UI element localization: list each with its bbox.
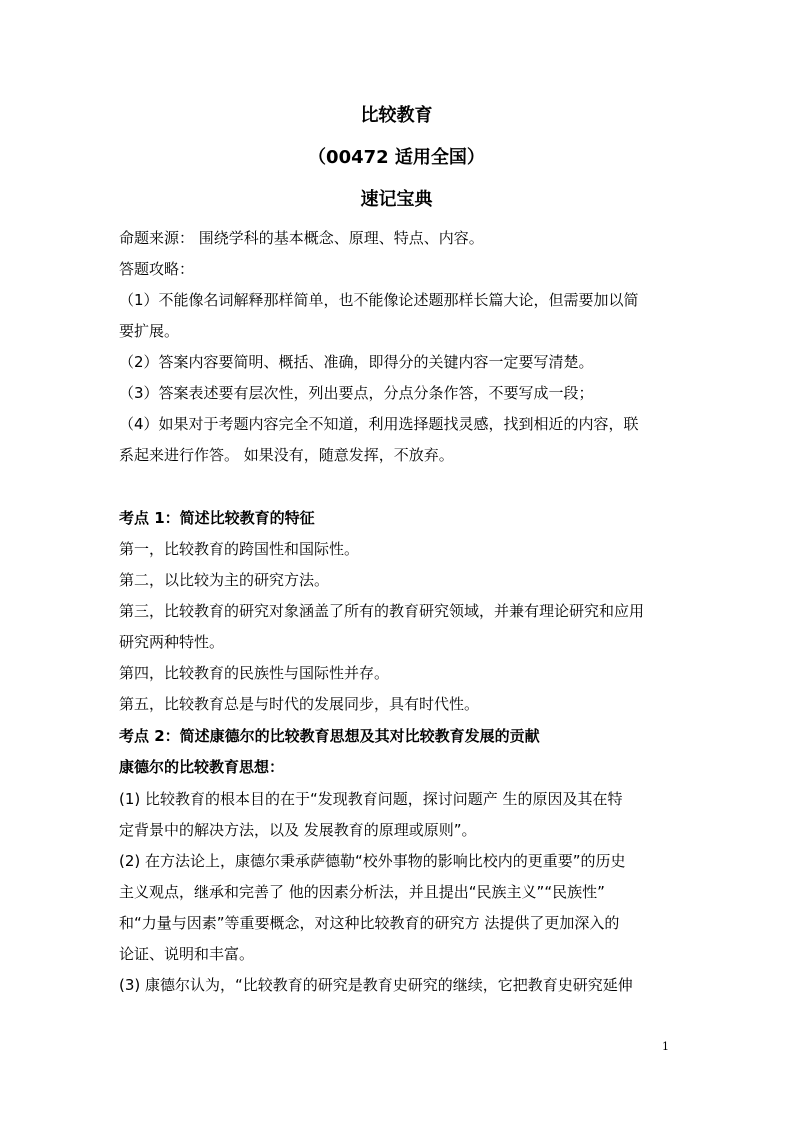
section-1-line: 第二，以比较为主的研究方法。 (119, 571, 330, 589)
section-1-line: 研究两种特性。 (119, 633, 225, 651)
section-2-line: 定背景中的解决方法，以及 发展教育的原理或原则”。 (119, 821, 477, 839)
section-2-line: 论证、说明和丰富。 (119, 945, 255, 963)
document-subtitle: （00472 适用全国） (308, 147, 485, 168)
intro-tip-line: 要扩展。 (119, 322, 180, 340)
document-title: 比较教育 (360, 105, 433, 126)
section-2-subheading: 康德尔的比较教育思想： (119, 758, 285, 776)
document-subtitle-2: 速记宝典 (360, 189, 433, 210)
section-1-line: 第三，比较教育的研究对象涵盖了所有的教育研究领域，并兼有理论研究和应用 (119, 602, 645, 620)
intro-tip-line: 系起来进行作答。 如果没有，随意发挥，不放弃。 (119, 446, 454, 464)
section-2-heading: 考点 2：简述康德尔的比较教育思想及其对比较教育发展的贡献 (119, 727, 540, 745)
section-2-line: (1) 比较教育的根本目的在于“发现教育问题，探讨问题产 生的原因及其在特 (119, 790, 623, 808)
intro-strategy-label: 答题攻略： (119, 260, 195, 278)
intro-source: 命题来源： 围绕学科的基本概念、原理、特点、内容。 (119, 229, 484, 247)
section-2-line: (2) 在方法论上，康德尔秉承萨德勒“校外事物的影响比校内的更重要”的历史 (119, 852, 626, 870)
page-number: 1 (662, 1040, 669, 1053)
section-2-line: 主义观点，继承和完善了 他的因素分析法，并且提出“民族主义”“民族性” (119, 883, 605, 901)
section-1-line: 第一，比较教育的跨国性和国际性。 (119, 540, 360, 558)
section-2-line: (3) 康德尔认为，“比较教育的研究是教育史研究的继续，它把教育史研究延伸 (119, 976, 633, 994)
intro-tip-line: （4）如果对于考题内容完全不知道，利用选择题找灵感，找到相近的内容，联 (119, 415, 639, 433)
section-2-line: 和“力量与因素”等重要概念，对这种比较教育的研究方 法提供了更加深入的 (119, 914, 620, 932)
intro-tip-line: （1）不能像名词解释那样简单，也不能像论述题那样长篇大论，但需要加以简 (119, 291, 639, 309)
section-1-heading: 考点 1：简述比较教育的特征 (119, 509, 315, 527)
section-1-line: 第四，比较教育的民族性与国际性并存。 (119, 664, 390, 682)
intro-tip-line: （3）答案表述要有层次性，列出要点，分点分条作答，不要写成一段； (119, 384, 594, 402)
intro-tip-line: （2）答案内容要简明、概括、准确，即得分的关键内容一定要写清楚。 (119, 353, 594, 371)
section-1-line: 第五，比较教育总是与时代的发展同步，具有时代性。 (119, 695, 480, 713)
